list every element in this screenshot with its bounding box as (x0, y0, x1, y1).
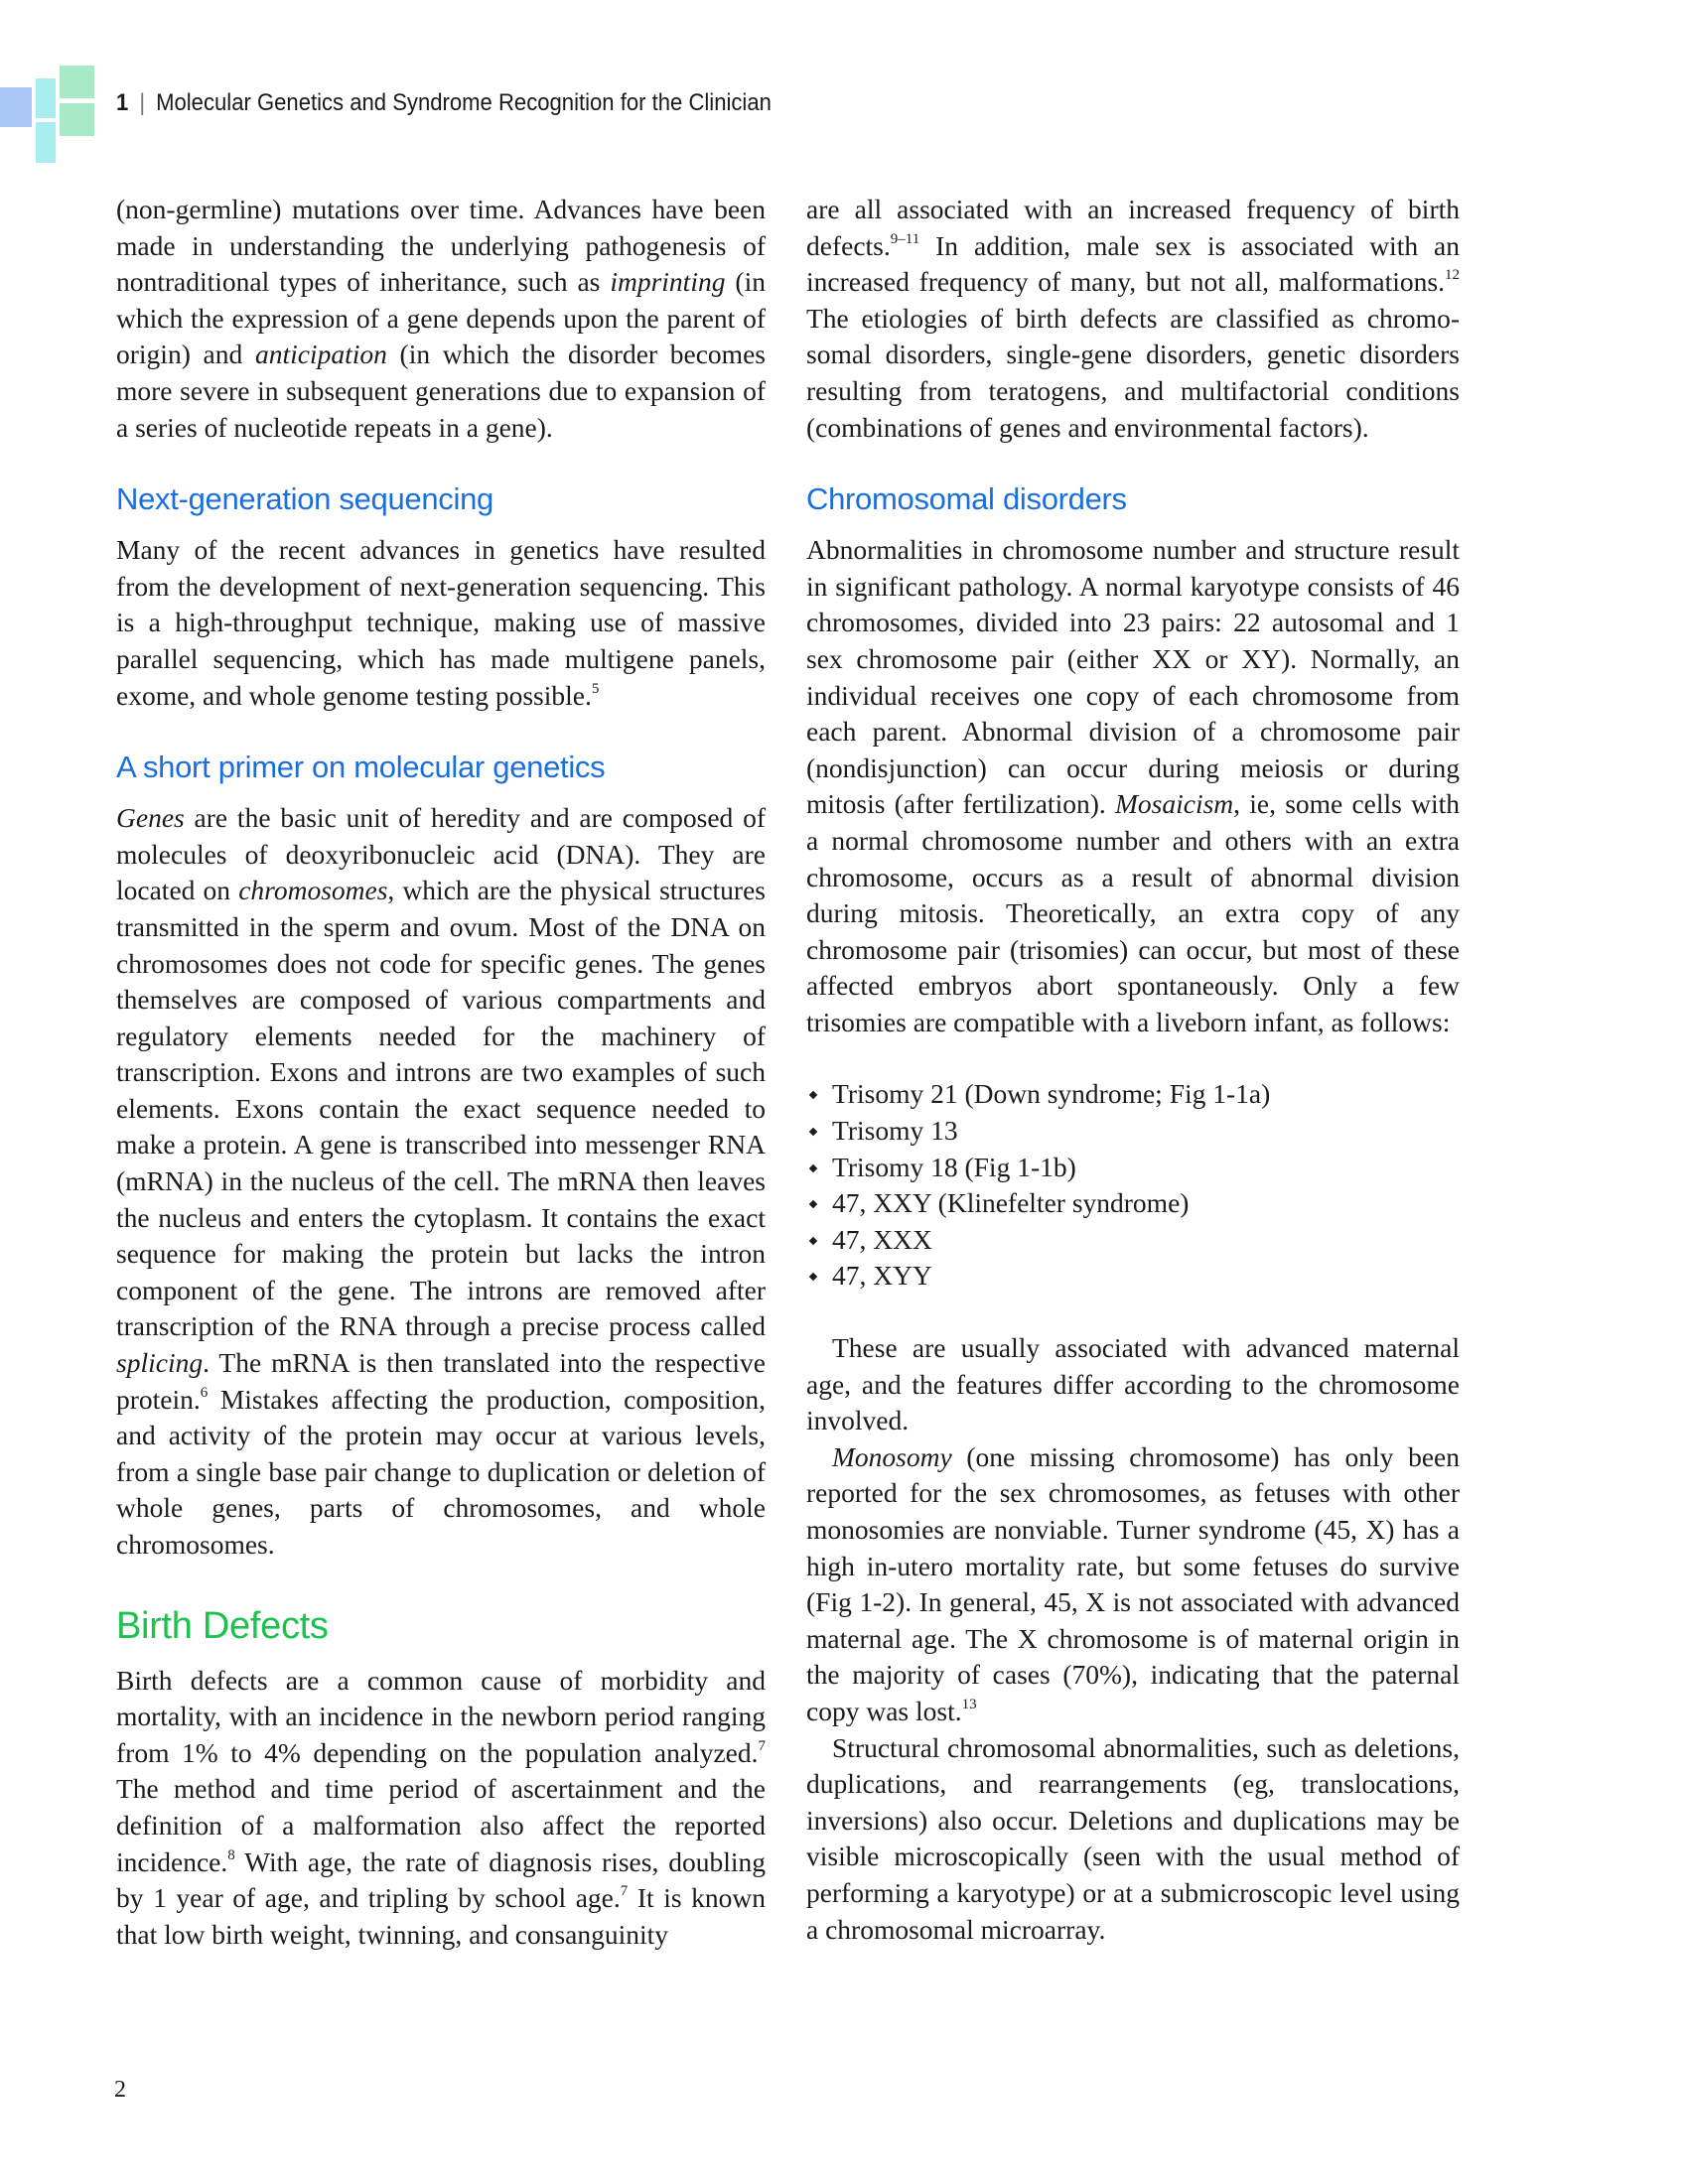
heading-next-generation-sequencing: Next-generation sequencing (116, 481, 493, 517)
chapter-title: Molecular Genetics and Syndrome Recognition for the Clinician (156, 89, 772, 116)
reference-superscript: 7 (758, 1737, 766, 1754)
heading-short-primer: A short primer on molecular genetics (116, 750, 606, 785)
text-run: . The mRNA is then translated into the respective protein. (116, 1347, 766, 1415)
list-item-text: Trisomy 13 (832, 1115, 958, 1147)
bullet-diamond-icon (809, 1237, 817, 1245)
logo-block-green-bottom (60, 103, 94, 136)
heading-birth-defects: Birth Defects (116, 1604, 329, 1647)
intro-paragraph (116, 192, 766, 446)
bullet-diamond-icon (809, 1128, 817, 1136)
reference-superscript: 12 (1445, 267, 1460, 284)
list-item-text: Trisomy 21 (Down syndrome; Fig 1-1a) (832, 1078, 1271, 1110)
list-item (806, 1185, 1460, 1222)
text-run: (in which the expression of a gene depends upon the parent of origin) and (116, 266, 766, 370)
trisomy-list (806, 1076, 1460, 1295)
text-run: With age, the rate of diagnosis rises, doubling by 1 year of age, and tripling by school age. (116, 1845, 766, 1914)
term-genes: Genes (116, 802, 185, 834)
list-item (806, 1113, 1460, 1150)
list-item (806, 1076, 1460, 1113)
reference-superscript: 6 (200, 1384, 209, 1401)
text-run: Mistakes affecting the production, composition, and activity of the protein may occur at various levels, from a single base pair change to duplication or deletion of whole genes, parts of chromosomes, and whole chromosomes. (116, 1383, 766, 1560)
reference-superscript: 9–11 (890, 230, 920, 247)
logo-block-cyan-bottom (36, 122, 56, 163)
list-item (806, 1150, 1460, 1186)
text-run: are the basic unit of heredity and are composed of molecules of deoxyribonucleic acid (DNA). They are located on (116, 802, 766, 906)
logo-block-blue (0, 87, 32, 127)
text-run: Many of the recent advances in genetics have resulted from the development of next-generation sequencing. This is a high-throughput technique, making use of massive parallel sequencing, which has made multigene panels, exome, and whole genome testing possible. (116, 534, 766, 711)
reference-superscript: 13 (961, 1696, 977, 1712)
page-number: 2 (114, 2077, 126, 2103)
text-run: The method and time period of ascertainment and the definition of a malformation also affect the reported incidence. (116, 1773, 766, 1877)
text-run: , ie, some cells with a normal chromosome number and others with an extra chromosome, occurs as a result of abnormal division during mitosis. Theoretically, an extra copy of any chromosome pair (trisomies) can occur, but most of these affected embryos abort spontaneously. Only a few trisomies are compatible with a liveborn infant, as follows: (806, 788, 1460, 1037)
text-run: (one missing chromosome) has only been reported for the sex chromosomes, as fetuses with other monosomies are nonviable. Turner syndrome (45, X) has a high in-utero mortality rate, but some fetuses do survive (Fig 1-2). In general, 45, X is not associated with advanced maternal age. The X chromosome is of maternal origin in the majority of cases (70%), indicating that the paternal copy was lost. (806, 1440, 1460, 1726)
chromosomal-paragraph (806, 532, 1460, 1040)
text-run: Abnormalities in chromosome number and structure result in significant pathology. A normal karyotype consists of 46 chromosomes, divided into 23 pairs: 22 autosomal and 1 sex chromosome pair (either XX or XY). Normally, an individual receives one copy of each chromosome from each parent. Abnormal division of a chromosome pair (nondisjunction) can occur during meiosis or during mitosis (after fertilization). (806, 534, 1460, 820)
term-splicing: splicing (116, 1347, 204, 1379)
bullet-diamond-icon (809, 1091, 817, 1099)
text-run: (non-germline) mutations over time. Advances have been made in understanding the underlying pathogenesis of nontraditional types of inheritance, such as (116, 194, 766, 298)
header-separator: | (139, 89, 146, 116)
text-run: It is known that low birth weight, twinning, and consanguinity (116, 1882, 766, 1950)
continuation-paragraph (806, 192, 1460, 446)
reference-superscript: 8 (227, 1846, 235, 1863)
chapter-number: 1 (116, 89, 129, 116)
reference-superscript: 5 (591, 680, 600, 697)
left-column (116, 192, 766, 1953)
monosomy-paragraph (806, 1439, 1460, 1730)
list-item-text: 47, XYY (832, 1260, 932, 1292)
heading-chromosomal-disorders: Chromosomal disorders (806, 481, 1127, 517)
birth-defects-paragraph (116, 1663, 766, 1954)
term-imprinting: imprinting (610, 266, 726, 298)
list-item (806, 1222, 1460, 1259)
text-run: Birth defects are a common cause of morbidity and mortality, with an incidence in the newborn period ranging from 1% to 4% depending on the population analyzed. (116, 1664, 766, 1768)
text-run: In addition, male sex is associated with an increased frequency of many, but not all, malformations. (806, 229, 1460, 298)
logo-block-green-top (60, 66, 94, 98)
list-item-text: Trisomy 18 (Fig 1-1b) (832, 1151, 1076, 1182)
ngs-paragraph (116, 532, 766, 714)
running-header (116, 89, 772, 117)
term-chromosomes: chromosomes (238, 875, 388, 906)
reference-superscript: 7 (620, 1883, 629, 1900)
text-run: (in which the disorder becomes more severe in subsequent generations due to expansion of a series of nucleotide repeats in a gene). (116, 339, 766, 443)
text-run: , which are the physical structures transmitted in the sperm and ovum. Most of the DNA on chromosomes does not code for specific genes. The genes themselves are composed of various compartments and regulatory elements needed for the machinery of transcription. Exons and introns are two examples of such elements. Exons contain the exact sequence needed to make a protein. A gene is transcribed into messenger RNA (mRNA) in the nucleus of the cell. The mRNA then leaves the nucleus and enters the cytoplasm. It contains the exact sequence for making the protein but lacks the intron component of the gene. The introns are removed after transcription of the RNA through a precise process called (116, 875, 766, 1342)
term-monosomy: Monosomy (832, 1440, 952, 1472)
term-anticipation: anticipation (254, 339, 387, 370)
after-list-paragraph: These are usually associated with advanced maternal age, and the features differ according to the chromosome involved. (806, 1332, 1460, 1436)
bullet-diamond-icon (809, 1200, 817, 1208)
text-run: are all associated with an increased frequency of birth defects. (806, 194, 1460, 261)
list-item-text: 47, XXY (Klinefelter syndrome) (832, 1187, 1190, 1219)
list-item-text: 47, XXX (832, 1223, 932, 1255)
right-column (806, 192, 1460, 1948)
structural-paragraph: Structural chromosomal abnormalities, such as deletions, duplications, and rearrangements (eg, translocations, inversions) also occur. Deletions and duplications may be visible microscopically (seen with the usual method of performing a karyotype) or at a submicroscopic level using a chromosomal microarray. (806, 1731, 1460, 1945)
primer-paragraph (116, 800, 766, 1563)
bullet-diamond-icon (809, 1273, 817, 1281)
text-run: The etiologies of birth defects are classified as chromosomal disorders, single-gene disorders, genetic disorders resulting from teratogens, and multifactorial conditions (combinations of genes and environmental factors). (806, 302, 1460, 443)
list-item (806, 1258, 1460, 1295)
logo-block-cyan-top (36, 78, 56, 118)
term-mosaicism: Mosaicism (1114, 788, 1234, 820)
bullet-diamond-icon (809, 1163, 817, 1171)
